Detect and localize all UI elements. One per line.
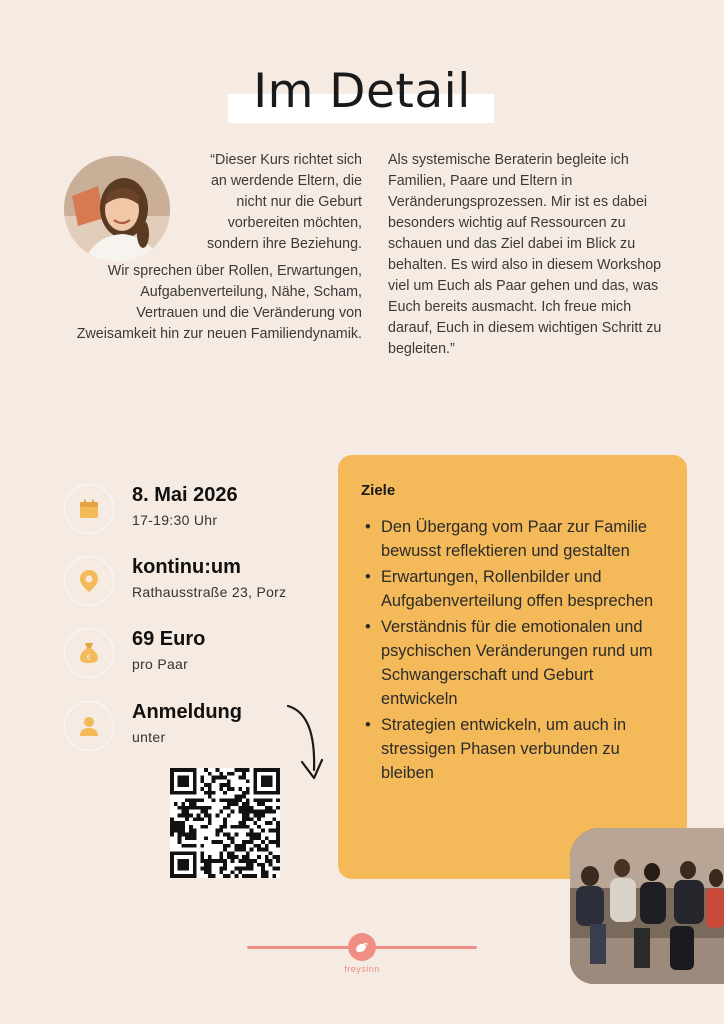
brand-name: freysinn [344,964,380,974]
curved-arrow-icon [282,700,332,790]
info-price [64,628,324,680]
price-title: 69 Euro [132,628,206,650]
registration-qr-code[interactable] [170,768,280,878]
goal-item: • Strategien entwickeln, um auch in stressigen Phasen verbunden zu bleiben [361,713,667,785]
money-bag-icon [64,628,114,678]
goal-item: • Den Übergang vom Paar zur Familie bewusst reflektieren und gestalten [361,515,667,563]
location-address: Rathausstraße 23, Porz [132,584,287,600]
quote-right-column: Als systemische Beraterin begleite ich Familien, Paare und Eltern in Veränderungsprozessen. Mir ist es dabei besonders wichtig auf Ressourcen zu schauen und das Ziel dabei im Blick zu behalten. Es wird also in diesem Workshop viel um Euch als Paar gehen und das, was Euch bereits ausmacht. Ich freue mich darauf, Euch in diesem wichtigen Schritt zu begleiten.” [388,152,662,357]
bird-logo-icon [348,933,376,961]
goals-card [338,455,687,879]
calendar-icon [64,484,114,534]
location-pin-icon [64,556,114,606]
goals-list [361,515,667,787]
person-icon [64,701,114,751]
location-title: kontinu:um [132,556,241,578]
title-section [0,60,724,130]
goals-heading: Ziele [361,482,396,499]
registration-title: Anmeldung [132,701,242,723]
goal-item: • Erwartungen, Rollenbilder und Aufgabenverteilung offen besprechen [361,565,667,613]
svg-text:€: € [86,653,92,662]
workshop-group-photo [570,828,724,984]
price-unit: pro Paar [132,656,189,672]
info-location [64,556,324,608]
quote-intro: “Dieser Kurs richtet sich an werdende Eltern, die nicht nur die Geburt vorbereiten möchten, sondern ihre Beziehung. [207,152,362,252]
quote-left-column [76,150,362,345]
date-time: 17-19:30 Uhr [132,512,218,528]
date-title: 8. Mai 2026 [132,484,238,506]
page-title: Im Detail [253,64,471,119]
quote-topics: Wir sprechen über Rollen, Erwartungen, Aufgabenverteilung, Nähe, Scham, Vertrauen und die Veränderung von Zweisamkeit hin zur neuen Familiendynamik. [76,263,362,342]
registration-sub: unter [132,729,166,745]
goal-item: • Verständnis für die emotionalen und psychischen Veränderungen rund um Schwangerschaft und Geburt entwickeln [361,615,667,711]
info-date [64,484,324,536]
